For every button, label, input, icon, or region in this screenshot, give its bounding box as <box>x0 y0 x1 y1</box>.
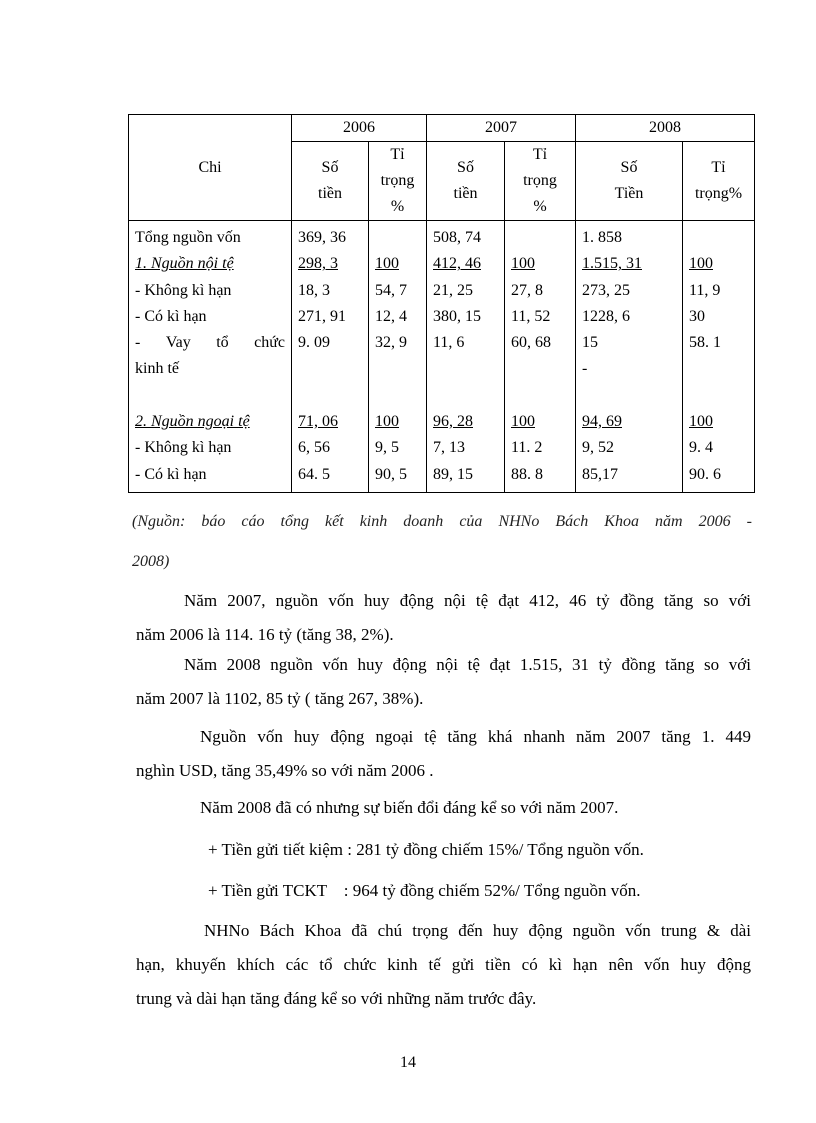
table-cell: 9, 5 <box>375 439 399 457</box>
table-cell: 11. 2 <box>511 439 543 457</box>
source-note <box>132 502 752 582</box>
table-cell: 9. 4 <box>689 439 713 457</box>
table-cell: 54, 7 <box>375 281 407 299</box>
table-cell: 12, 4 <box>375 307 407 325</box>
share-header-2007: Tỉ trọng % <box>505 142 576 221</box>
table-cell: 11, 6 <box>433 334 465 352</box>
table-cell: 9. 09 <box>298 334 330 352</box>
column-2007-amount <box>427 221 505 493</box>
table-cell <box>511 225 575 251</box>
year-2006-header: 2006 <box>292 115 427 142</box>
table-cell <box>689 356 754 382</box>
table-cell: 71, 06 <box>298 413 338 431</box>
amount-header-2006: Số tiền <box>292 142 369 221</box>
table-cell: 100 <box>375 413 399 431</box>
paragraph-domestic-2008: Năm 2008 nguồn vốn huy động nội tệ đạt 1.515, 31 tỷ đồng tăng so với năm 2007 là 1102, 85 tỷ ( tăng 267, 38%). <box>136 655 751 708</box>
table-cell: 58. 1 <box>689 334 721 352</box>
table-cell <box>433 383 504 409</box>
table-cell <box>375 356 426 382</box>
table-cell: 11, 9 <box>689 281 721 299</box>
table-cell: 88. 8 <box>511 465 543 483</box>
share-header-2008: Tỉ trọng% <box>683 142 755 221</box>
table-cell <box>689 225 754 251</box>
table-cell: 412, 46 <box>433 255 481 273</box>
table-cell: 15 <box>582 334 598 352</box>
amount-header-2008: Số Tiền <box>576 142 683 221</box>
table-cell <box>511 383 575 409</box>
table-cell <box>375 225 426 251</box>
table-cell <box>375 383 426 409</box>
table-cell: 1. 858 <box>582 229 622 246</box>
table-cell: 90, 5 <box>375 465 407 483</box>
column-2006-share <box>369 221 427 493</box>
source-line-2: 2008) <box>132 553 170 570</box>
source-line-1: (Nguồn: báo cáo tổng kết kinh doanh của NHNo Bách Khoa năm 2006 - <box>132 513 752 530</box>
table-cell: 96, 28 <box>433 413 473 431</box>
table-cell: 6, 56 <box>298 439 330 457</box>
year-2007-header: 2007 <box>427 115 576 142</box>
table-cell: 271, 91 <box>298 307 346 325</box>
table-cell <box>433 356 504 382</box>
table-cell: 1.515, 31 <box>582 255 642 273</box>
amount-header-2007: Số tiền <box>427 142 505 221</box>
row-labels-column <box>129 221 292 493</box>
table-cell: 1228, 6 <box>582 307 630 325</box>
paragraph-foreign-2007: Nguồn vốn huy động ngoại tệ tăng khá nhanh năm 2007 tăng 1. 449 nghìn USD, tăng 35,49% so với năm 2006 . <box>136 727 751 780</box>
table-cell <box>511 356 575 382</box>
table-cell: 30 <box>689 307 705 325</box>
chi-header: Chi <box>129 115 292 221</box>
table-cell: 60, 68 <box>511 334 551 352</box>
table-cell: 508, 74 <box>433 229 481 246</box>
table-cell: 9, 52 <box>582 439 614 457</box>
row-label-foreign-term: - Có kì hạn <box>135 465 207 483</box>
row-label-total: Tổng nguồn vốn <box>135 229 241 246</box>
table-cell: 100 <box>511 413 535 431</box>
table-cell: 94, 69 <box>582 413 622 431</box>
table-cell: 100 <box>689 413 713 431</box>
row-label-spacer <box>135 383 291 409</box>
year-2008-header: 2008 <box>576 115 755 142</box>
table-cell <box>298 383 368 409</box>
row-label-foreign-demand: - Không kì hạn <box>135 439 232 457</box>
table-cell: - <box>582 360 588 378</box>
table-cell: 21, 25 <box>433 281 473 299</box>
paragraph-domestic-2007: Năm 2007, nguồn vốn huy động nội tệ đạt 412, 46 tỷ đồng tăng so với năm 2006 là 114. 16 tỷ (tăng 38, 2%). <box>136 591 751 644</box>
row-label-foreign: 2. Nguồn ngoại tệ <box>135 413 250 431</box>
paragraph-2008-changes: Năm 2008 đã có nhưng sự biến đổi đáng kể so với năm 2007. <box>200 798 619 817</box>
table-cell: 32, 9 <box>375 334 407 352</box>
column-2008-amount <box>576 221 683 493</box>
row-label-domestic-demand: - Không kì hạn <box>135 281 232 299</box>
bullet-tckt-deposits: + Tiền gửi TCKT : 964 tỷ đồng chiếm 52%/ Tổng nguồn vốn. <box>208 881 641 900</box>
table-cell: 369, 36 <box>298 229 346 246</box>
share-header-2006: Tỉ trọng % <box>369 142 427 221</box>
paragraph-conclusion: NHNo Bách Khoa đã chú trọng đến huy động nguồn vốn trung & dài hạn, khuyến khích các tổ chức kinh tế gửi tiền có kì hạn nên vốn huy động trung và dài hạn tăng đáng kể so với những năm trước đây. <box>136 921 751 1008</box>
funding-sources-table <box>128 114 755 493</box>
table-cell <box>298 356 368 382</box>
table-cell: 7, 13 <box>433 439 465 457</box>
table-cell: 89, 15 <box>433 465 473 483</box>
bullet-savings-deposits: + Tiền gửi tiết kiệm : 281 tỷ đồng chiếm 15%/ Tổng nguồn vốn. <box>208 840 644 859</box>
table-cell: 298, 3 <box>298 255 338 273</box>
page-number: 14 <box>400 1054 416 1071</box>
table-cell: 27, 8 <box>511 281 543 299</box>
column-2007-share <box>505 221 576 493</box>
table-cell: 273, 25 <box>582 281 630 299</box>
table-cell <box>582 383 682 409</box>
row-label-domestic: 1. Nguồn nội tệ <box>135 255 234 273</box>
table-cell: 90. 6 <box>689 465 721 483</box>
column-2006-amount <box>292 221 369 493</box>
row-label-borrowing-cont: kinh tế <box>135 360 179 378</box>
table-cell: 64. 5 <box>298 465 330 483</box>
table-cell: 18, 3 <box>298 281 330 299</box>
table-cell: 380, 15 <box>433 307 481 325</box>
table-cell: 11, 52 <box>511 307 551 325</box>
row-label-borrowing: - Vay tổ chức <box>135 334 285 352</box>
table-cell: 100 <box>511 255 535 273</box>
table-cell: 100 <box>689 255 713 273</box>
column-2008-share <box>683 221 755 493</box>
table-cell: 85,17 <box>582 465 618 483</box>
table-cell: 100 <box>375 255 399 273</box>
row-label-domestic-term: - Có kì hạn <box>135 307 207 325</box>
table-cell <box>689 383 754 409</box>
